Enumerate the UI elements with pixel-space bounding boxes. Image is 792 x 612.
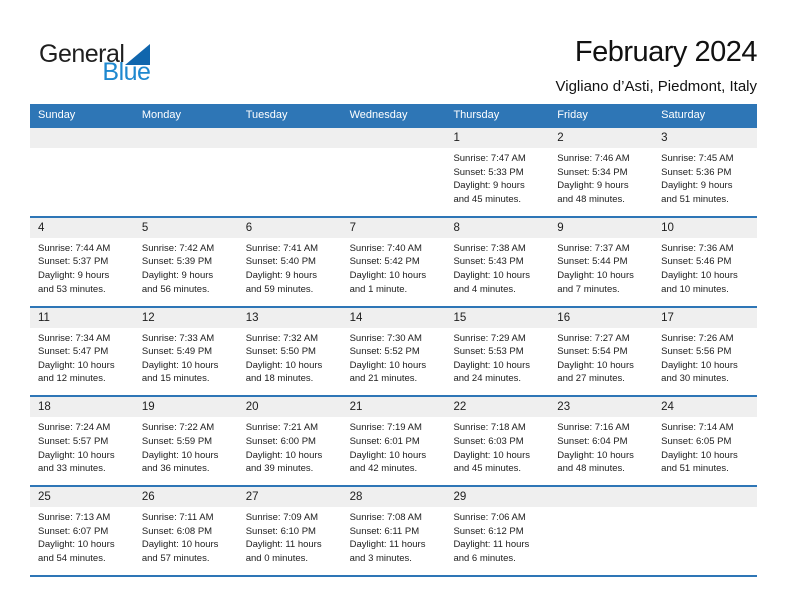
- day-details: [549, 148, 653, 206]
- detail-line: Daylight: 10 hours: [557, 449, 634, 461]
- day-details: [238, 417, 342, 475]
- week-row: [30, 306, 757, 396]
- detail-line: Sunset: 6:01 PM: [349, 435, 420, 447]
- detail-line: Daylight: 10 hours: [141, 359, 219, 371]
- general-blue-logo: [39, 42, 150, 85]
- day-cell-27: [238, 487, 342, 575]
- day-cell-empty: [134, 128, 238, 216]
- detail-line: Sunrise: 7:22 AM: [141, 422, 215, 434]
- day-details: [238, 148, 342, 152]
- calendar: [30, 104, 757, 577]
- day-details: [445, 148, 549, 206]
- detail-line: and 33 minutes.: [38, 463, 106, 475]
- day-number: 28: [349, 491, 363, 504]
- detail-line: Daylight: 11 hours: [349, 539, 426, 551]
- detail-line: and 6 minutes.: [453, 552, 516, 564]
- day-number-band: [549, 128, 653, 148]
- day-number-band: [549, 308, 653, 328]
- detail-line: and 1 minute.: [349, 283, 408, 295]
- logo-text-blue: Blue: [102, 58, 151, 86]
- day-number-band: [653, 308, 757, 328]
- detail-line: Sunset: 6:07 PM: [38, 525, 109, 537]
- day-number-band: [549, 397, 653, 417]
- detail-line: Daylight: 10 hours: [349, 359, 427, 371]
- day-number: 27: [245, 491, 259, 504]
- detail-line: Daylight: 10 hours: [557, 359, 634, 371]
- weekday-header-saturday: Saturday: [661, 109, 706, 121]
- day-details: [445, 328, 549, 386]
- detail-line: Daylight: 9 hours: [141, 269, 214, 281]
- week-row: [30, 126, 757, 216]
- weekday-header-thursday: Thursday: [453, 109, 500, 121]
- day-cell-21: [342, 397, 446, 485]
- day-details: [30, 238, 134, 296]
- detail-line: Daylight: 10 hours: [349, 449, 427, 461]
- day-cell-6: [238, 218, 342, 306]
- detail-line: Sunset: 5:46 PM: [661, 256, 732, 268]
- detail-line: and 51 minutes.: [661, 193, 729, 205]
- day-number: 2: [557, 132, 564, 144]
- detail-line: Sunset: 5:44 PM: [557, 256, 628, 268]
- day-cell-13: [238, 308, 342, 396]
- detail-line: and 27 minutes.: [557, 373, 625, 385]
- day-number: 20: [245, 401, 259, 414]
- day-details: [549, 238, 653, 296]
- logo-text-general: General: [39, 40, 125, 68]
- detail-line: and 30 minutes.: [661, 373, 729, 385]
- detail-line: Sunset: 5:43 PM: [453, 256, 524, 268]
- day-cell-3: [653, 128, 757, 216]
- day-number-band: [30, 397, 134, 417]
- day-details: [653, 148, 757, 206]
- detail-line: Daylight: 9 hours: [557, 180, 629, 192]
- day-number: 26: [141, 491, 155, 504]
- day-cell-empty: [30, 128, 134, 216]
- day-number-band: [653, 487, 757, 507]
- day-number-band: [30, 308, 134, 328]
- detail-line: Sunrise: 7:21 AM: [245, 422, 319, 434]
- detail-line: and 39 minutes.: [245, 463, 314, 475]
- day-number-band: [134, 487, 238, 507]
- detail-line: Sunset: 5:34 PM: [557, 166, 628, 178]
- day-details: [342, 328, 446, 386]
- detail-line: Sunrise: 7:41 AM: [245, 242, 319, 254]
- day-number: 5: [141, 221, 149, 234]
- detail-line: Sunrise: 7:16 AM: [557, 422, 630, 434]
- week-row: [30, 485, 757, 575]
- day-cell-25: [30, 487, 134, 575]
- day-number-band: [342, 218, 446, 238]
- day-number-band: [134, 218, 238, 238]
- detail-line: Daylight: 10 hours: [141, 539, 219, 551]
- weekday-header-tuesday: Tuesday: [245, 109, 288, 121]
- day-details: [653, 328, 757, 386]
- detail-line: and 48 minutes.: [557, 193, 625, 205]
- detail-line: Sunrise: 7:36 AM: [661, 242, 734, 254]
- detail-line: Sunrise: 7:13 AM: [38, 512, 111, 524]
- detail-line: Sunrise: 7:30 AM: [349, 332, 422, 344]
- day-number-band: [549, 487, 653, 507]
- day-cell-24: [653, 397, 757, 485]
- detail-line: and 57 minutes.: [141, 552, 210, 564]
- detail-line: Sunset: 6:10 PM: [245, 525, 316, 537]
- day-details: [653, 507, 757, 511]
- detail-line: Sunrise: 7:32 AM: [245, 332, 319, 344]
- day-number: 25: [38, 491, 51, 504]
- detail-line: Sunset: 5:59 PM: [141, 435, 213, 447]
- detail-line: Sunrise: 7:33 AM: [141, 332, 215, 344]
- day-number-band: [30, 128, 134, 148]
- day-number: 7: [349, 221, 356, 234]
- day-details: [653, 238, 757, 296]
- day-cell-7: [342, 218, 446, 306]
- day-number-band: [653, 397, 757, 417]
- day-cell-23: [549, 397, 653, 485]
- detail-line: Sunset: 6:05 PM: [661, 435, 732, 447]
- detail-line: Daylight: 10 hours: [38, 359, 115, 371]
- detail-line: Sunrise: 7:37 AM: [557, 242, 630, 254]
- detail-line: Sunrise: 7:29 AM: [453, 332, 526, 344]
- detail-line: Sunset: 5:37 PM: [38, 256, 109, 268]
- detail-line: Sunset: 6:03 PM: [453, 435, 524, 447]
- day-details: [30, 148, 134, 152]
- detail-line: Daylight: 10 hours: [141, 449, 219, 461]
- day-details: [134, 148, 238, 152]
- day-number-band: [30, 487, 134, 507]
- detail-line: Sunset: 5:57 PM: [38, 435, 109, 447]
- detail-line: and 24 minutes.: [453, 373, 522, 385]
- day-number: 10: [661, 221, 674, 234]
- detail-line: Daylight: 10 hours: [453, 359, 531, 371]
- day-cell-5: [134, 218, 238, 306]
- detail-line: Sunset: 5:33 PM: [453, 166, 524, 178]
- day-details: [342, 507, 446, 565]
- detail-line: Sunrise: 7:18 AM: [453, 422, 526, 434]
- day-details: [342, 148, 446, 152]
- day-details: [30, 328, 134, 386]
- detail-line: Daylight: 9 hours: [38, 269, 110, 281]
- day-cell-19: [134, 397, 238, 485]
- detail-line: Daylight: 11 hours: [245, 539, 322, 551]
- detail-line: Sunrise: 7:45 AM: [661, 153, 734, 164]
- weekday-header-sunday: Sunday: [38, 109, 76, 121]
- title-block: [556, 36, 758, 95]
- day-number-band: [445, 487, 549, 507]
- day-number: 18: [38, 401, 51, 414]
- day-number-band: [238, 308, 342, 328]
- detail-line: Sunrise: 7:26 AM: [661, 332, 734, 344]
- detail-line: and 36 minutes.: [141, 463, 210, 475]
- day-cell-15: [445, 308, 549, 396]
- detail-line: Sunrise: 7:09 AM: [245, 512, 319, 524]
- detail-line: Sunset: 5:40 PM: [245, 256, 316, 268]
- day-cell-1: [445, 128, 549, 216]
- detail-line: and 7 minutes.: [557, 283, 620, 295]
- detail-line: Sunset: 6:00 PM: [245, 435, 316, 447]
- detail-line: Daylight: 9 hours: [661, 180, 733, 192]
- detail-line: and 21 minutes.: [349, 373, 418, 385]
- detail-line: and 51 minutes.: [661, 463, 729, 475]
- day-number-band: [134, 128, 238, 148]
- detail-line: and 10 minutes.: [661, 283, 729, 295]
- day-number: 11: [38, 311, 50, 324]
- day-number-band: [445, 218, 549, 238]
- detail-line: and 54 minutes.: [38, 552, 106, 564]
- detail-line: Sunrise: 7:27 AM: [557, 332, 630, 344]
- detail-line: Sunset: 5:54 PM: [557, 346, 628, 358]
- detail-line: and 12 minutes.: [38, 373, 106, 385]
- day-details: [445, 417, 549, 475]
- detail-line: Daylight: 9 hours: [245, 269, 318, 281]
- day-details: [238, 328, 342, 386]
- day-cell-28: [342, 487, 446, 575]
- detail-line: Daylight: 9 hours: [453, 180, 525, 192]
- detail-line: Sunset: 5:39 PM: [141, 256, 213, 268]
- day-cell-14: [342, 308, 446, 396]
- detail-line: and 56 minutes.: [141, 283, 210, 295]
- day-number-band: [134, 308, 238, 328]
- detail-line: Sunrise: 7:14 AM: [661, 422, 734, 434]
- detail-line: Sunset: 5:52 PM: [349, 346, 420, 358]
- day-details: [134, 238, 238, 296]
- week-row: [30, 395, 757, 485]
- day-number: 17: [661, 311, 674, 324]
- detail-line: Sunset: 5:56 PM: [661, 346, 732, 358]
- detail-line: Sunset: 6:11 PM: [349, 525, 420, 537]
- day-details: [549, 507, 653, 511]
- day-number-band: [342, 397, 446, 417]
- detail-line: Daylight: 10 hours: [349, 269, 427, 281]
- detail-line: Sunrise: 7:08 AM: [349, 512, 422, 524]
- detail-line: Daylight: 10 hours: [661, 359, 738, 371]
- day-number-band: [134, 397, 238, 417]
- detail-line: Sunset: 5:53 PM: [453, 346, 524, 358]
- day-cell-8: [445, 218, 549, 306]
- day-number: 9: [557, 221, 564, 234]
- day-cell-empty: [238, 128, 342, 216]
- day-number-band: [342, 128, 446, 148]
- weekday-header-row: [30, 104, 757, 126]
- day-cell-22: [445, 397, 549, 485]
- day-details: [238, 507, 342, 565]
- detail-line: Sunrise: 7:40 AM: [349, 242, 422, 254]
- detail-line: Sunset: 5:42 PM: [349, 256, 420, 268]
- day-cell-empty: [342, 128, 446, 216]
- detail-line: Daylight: 10 hours: [453, 449, 531, 461]
- detail-line: Sunrise: 7:19 AM: [349, 422, 422, 434]
- day-cell-20: [238, 397, 342, 485]
- day-cell-empty: [653, 487, 757, 575]
- day-number: 21: [349, 401, 363, 414]
- day-number: 22: [453, 401, 467, 414]
- detail-line: Sunrise: 7:06 AM: [453, 512, 526, 524]
- day-details: [549, 417, 653, 475]
- detail-line: Sunrise: 7:44 AM: [38, 242, 111, 254]
- detail-line: Sunrise: 7:46 AM: [557, 153, 630, 164]
- day-number: 4: [38, 221, 45, 234]
- day-number-band: [238, 218, 342, 238]
- day-details: [238, 238, 342, 296]
- detail-line: Daylight: 10 hours: [661, 449, 738, 461]
- detail-line: and 4 minutes.: [453, 283, 516, 295]
- day-number-band: [653, 128, 757, 148]
- day-number-band: [549, 218, 653, 238]
- detail-line: Daylight: 10 hours: [661, 269, 738, 281]
- day-cell-12: [134, 308, 238, 396]
- detail-line: Sunset: 6:04 PM: [557, 435, 628, 447]
- day-details: [134, 417, 238, 475]
- day-number: 14: [349, 311, 363, 324]
- day-cell-10: [653, 218, 757, 306]
- day-details: [30, 417, 134, 475]
- day-number: 3: [661, 132, 668, 144]
- day-number-band: [30, 218, 134, 238]
- detail-line: and 3 minutes.: [349, 552, 412, 564]
- weekday-header-monday: Monday: [141, 109, 181, 121]
- day-number-band: [238, 487, 342, 507]
- day-cell-9: [549, 218, 653, 306]
- day-details: [342, 417, 446, 475]
- detail-line: Sunset: 5:47 PM: [38, 346, 109, 358]
- detail-line: and 48 minutes.: [557, 463, 625, 475]
- detail-line: and 0 minutes.: [245, 552, 309, 564]
- detail-line: Sunrise: 7:11 AM: [141, 512, 214, 524]
- day-cell-2: [549, 128, 653, 216]
- day-number: 1: [453, 132, 460, 144]
- day-cell-18: [30, 397, 134, 485]
- day-number: 23: [557, 401, 571, 414]
- day-number-band: [238, 397, 342, 417]
- day-number: 8: [453, 221, 460, 234]
- detail-line: Daylight: 10 hours: [557, 269, 634, 281]
- day-number: 6: [245, 221, 253, 234]
- day-details: [445, 238, 549, 296]
- day-details: [134, 507, 238, 565]
- detail-line: Sunrise: 7:34 AM: [38, 332, 111, 344]
- weekday-header-wednesday: Wednesday: [349, 109, 408, 121]
- day-number: 24: [661, 401, 674, 414]
- day-number: 19: [141, 401, 155, 414]
- day-number-band: [445, 128, 549, 148]
- detail-line: and 18 minutes.: [245, 373, 314, 385]
- day-number: 15: [453, 311, 467, 324]
- day-details: [445, 507, 549, 565]
- day-cell-16: [549, 308, 653, 396]
- detail-line: Sunset: 5:49 PM: [141, 346, 213, 358]
- detail-line: Sunset: 5:36 PM: [661, 166, 732, 178]
- detail-line: Daylight: 10 hours: [245, 359, 323, 371]
- detail-line: Sunrise: 7:24 AM: [38, 422, 111, 434]
- day-cell-17: [653, 308, 757, 396]
- day-details: [30, 507, 134, 565]
- detail-line: Sunset: 6:12 PM: [453, 525, 524, 537]
- detail-line: Daylight: 10 hours: [38, 449, 115, 461]
- detail-line: Sunset: 5:50 PM: [245, 346, 316, 358]
- day-number: 13: [245, 311, 259, 324]
- detail-line: Sunrise: 7:42 AM: [141, 242, 215, 254]
- day-number-band: [445, 397, 549, 417]
- day-cell-11: [30, 308, 134, 396]
- weekday-header-friday: Friday: [557, 109, 588, 121]
- detail-line: Daylight: 11 hours: [453, 539, 530, 551]
- detail-line: Daylight: 10 hours: [245, 449, 323, 461]
- day-number-band: [342, 308, 446, 328]
- detail-line: Sunrise: 7:38 AM: [453, 242, 526, 254]
- detail-line: Sunrise: 7:47 AM: [453, 153, 526, 164]
- page-subtitle: Vigliano d’Asti, Piedmont, Italy: [555, 78, 757, 95]
- day-cell-4: [30, 218, 134, 306]
- day-cell-empty: [549, 487, 653, 575]
- detail-line: Daylight: 10 hours: [38, 539, 115, 551]
- day-number: 29: [453, 491, 467, 504]
- calendar-weeks: [30, 126, 757, 575]
- detail-line: and 15 minutes.: [141, 373, 210, 385]
- day-details: [549, 328, 653, 386]
- day-number: 12: [141, 311, 155, 324]
- detail-line: and 45 minutes.: [453, 193, 522, 205]
- week-row: [30, 216, 757, 306]
- day-number-band: [238, 128, 342, 148]
- day-details: [653, 417, 757, 475]
- detail-line: and 42 minutes.: [349, 463, 418, 475]
- day-number-band: [342, 487, 446, 507]
- day-number-band: [653, 218, 757, 238]
- detail-line: Daylight: 10 hours: [453, 269, 531, 281]
- day-details: [134, 328, 238, 386]
- day-number-band: [445, 308, 549, 328]
- detail-line: and 45 minutes.: [453, 463, 522, 475]
- day-cell-26: [134, 487, 238, 575]
- day-details: [342, 238, 446, 296]
- detail-line: and 53 minutes.: [38, 283, 106, 295]
- detail-line: Sunset: 6:08 PM: [141, 525, 213, 537]
- detail-line: and 59 minutes.: [245, 283, 314, 295]
- day-number: 16: [557, 311, 571, 324]
- day-cell-29: [445, 487, 549, 575]
- page-title: February 2024: [574, 36, 757, 68]
